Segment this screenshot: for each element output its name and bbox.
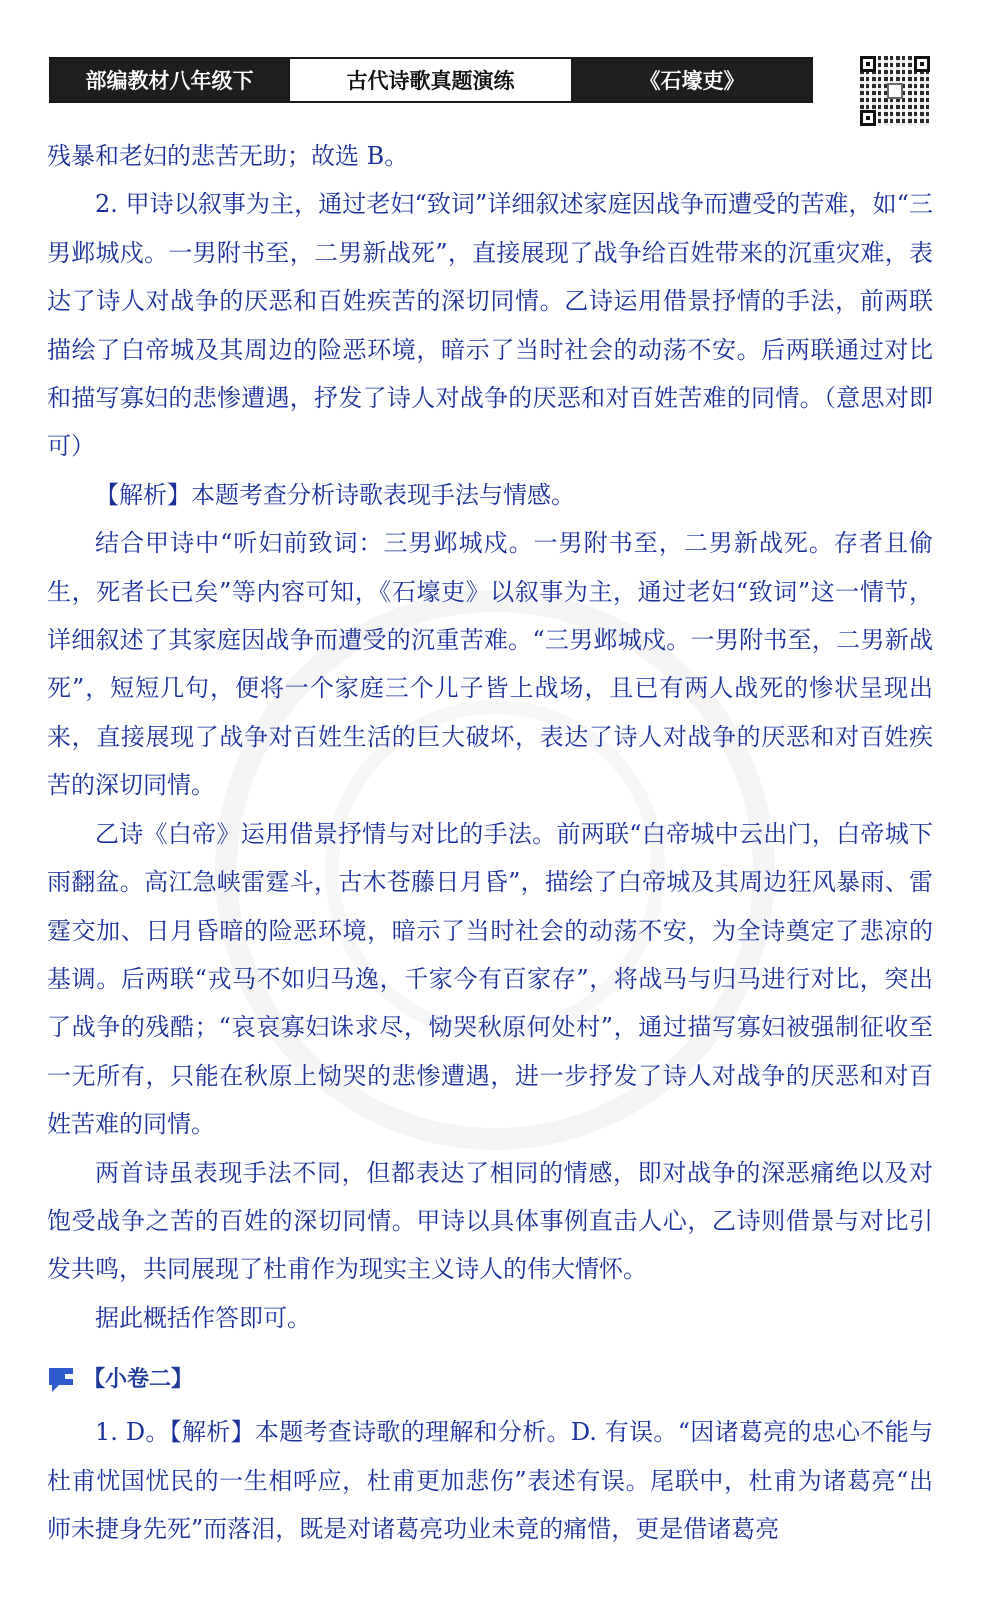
paragraph: 1. D。【解析】本题考查诗歌的理解和分析。D. 有误。“因诸葛亮的忠心不能与杜甫忧国忧民的一生相呼应，杜甫更加悲伤”表述有误。尾联中，杜甫为诸葛亮“出师未捷身先死”而落泪，既是对诸葛亮功业未竟的痛惜，更是借诸葛亮: [47, 1418, 933, 1543]
section-header: [47, 1354, 933, 1406]
paragraph: 结合甲诗中“听妇前致词：三男邺城戍。一男附书至，二男新战死。存者且偷生，死者长已矣”等内容可知，《石壕吏》以叙事为主，通过老妇“致词”这一情节，详细叙述了其家庭因战争而遭受的沉重苦难。“三男邺城戍。一男附书至，二男新战死”，短短几句，便将一个家庭三个儿子皆上战场，且已有两人战死的惨状呈现出来，直接展现了战争对百姓生活的巨大破坏，表达了诗人对战争的厌恶和对百姓疾苦的深切同情。: [47, 529, 933, 800]
chat-bubble-icon: [47, 1365, 77, 1395]
analysis-heading: 【解析】本题考查分析诗歌表现手法与情感。: [95, 480, 575, 509]
paragraph: 残暴和老妇的悲苦无助；故选 B。: [47, 142, 409, 170]
paragraph: 据此概括作答即可。: [95, 1303, 311, 1332]
qr-finder: [860, 110, 876, 126]
paragraph: 2. 甲诗以叙事为主，通过老妇“致词”详细叙述家庭因战争而遭受的苦难，如“三男邺城戍。一男附书至，二男新战死”，直接展现了战争给百姓带来的沉重灾难，表达了诗人对战争的厌恶和百姓疾苦的深切同情。乙诗运用借景抒情的手法，前两联描绘了白帝城及其周边的险恶环境，暗示了当时社会的动荡不安。后两联通过对比和描写寡妇的悲惨遭遇，抒发了诗人对战争的厌恶和对百姓苦难的同情。（意思对即可）: [47, 190, 933, 461]
header-grade: 部编教材八年级下: [51, 59, 288, 101]
paragraph: 乙诗《白帝》运用借景抒情与对比的手法。前两联“白帝城中云出门，白帝城下雨翻盆。高江急峡雷霆斗，古木苍藤日月昏”，描绘了白帝城及其周边狂风暴雨、雷霆交加、日月昏暗的险恶环境，暗示了当时社会的动荡不安，为全诗奠定了悲凉的基调。后两联“戎马不如归马逸，千家今有百家存”，将战马与归马进行对比，突出了战争的残酷；“哀哀寡妇诛求尽，恸哭秋原何处村”，通过描写寡妇被强制征收至一无所有，只能在秋原上恸哭的悲惨遭遇，进一步抒发了诗人对战争的厌恶和对百姓苦难的同情。: [47, 819, 933, 1139]
header-poem: 《石壕吏》: [573, 59, 811, 101]
paragraph: 两首诗虽表现手法不同，但都表达了相同的情感，即对战争的深恶痛绝以及对饱受战争之苦的百姓的深切同情。甲诗以具体事例直击人心，乙诗则借景与对比引发共鸣，共同展现了杜甫作为现实主义诗人的伟大情怀。: [47, 1158, 933, 1284]
qr-finder: [914, 56, 930, 72]
section-title: 【小卷二】: [83, 1366, 194, 1392]
page-header: [49, 57, 813, 103]
answer-content: [47, 132, 933, 1553]
qr-code-icon[interactable]: [860, 56, 930, 126]
qr-logo: [887, 83, 903, 99]
qr-finder: [860, 56, 876, 72]
header-topic: 古代诗歌真题演练: [288, 59, 573, 101]
